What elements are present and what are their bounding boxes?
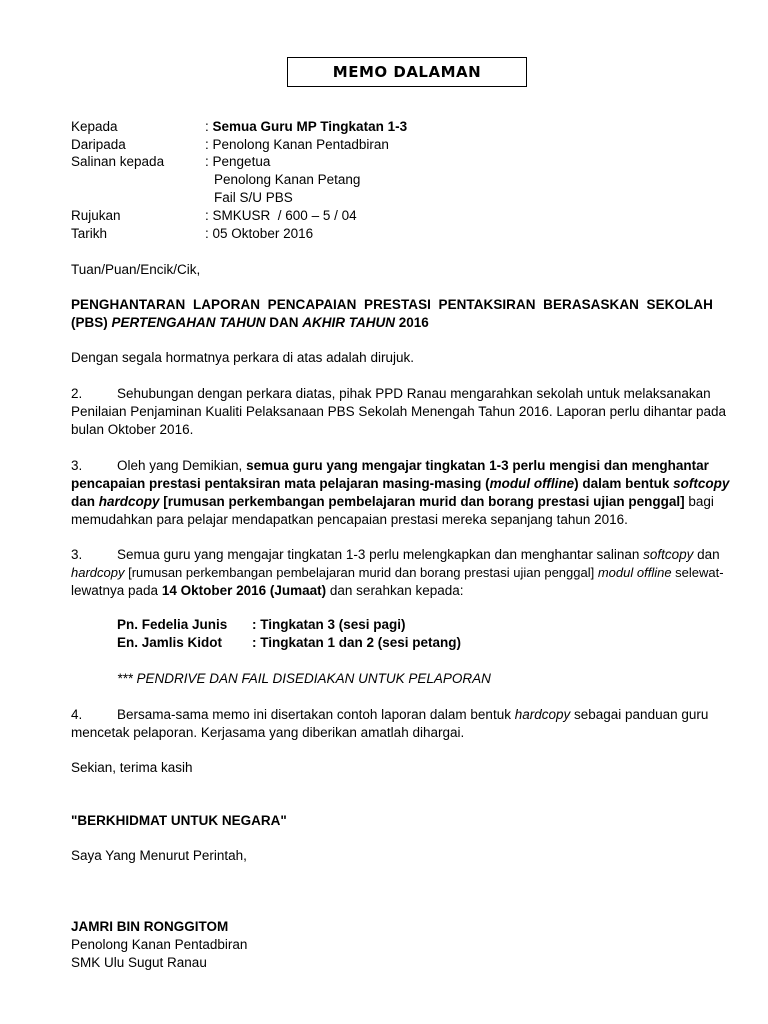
tarikh-value-wrap [205, 225, 313, 243]
colon: : [205, 119, 209, 134]
tarikh-value: 05 Oktober 2016 [212, 226, 314, 241]
para-2-num: 2. [71, 386, 83, 401]
daripada-value-wrap [205, 136, 389, 154]
contact-1-name: Pn. Fedelia Junis [117, 617, 228, 632]
salinan-value-2: Penolong Kanan Petang [214, 172, 361, 187]
para-3-l3a: dan [71, 494, 99, 509]
para-4-hardcopy: hardcopy [71, 565, 125, 580]
subject-line-1: PENGHANTARAN LAPORAN PENCAPAIAN PRESTASI PENTAKSIRAN BERASASKAN SEKOLAH [71, 297, 713, 312]
kepada-value-wrap [205, 118, 407, 136]
rujukan-value: SMKUSR / 600 – 5 / 04 [212, 208, 357, 223]
subject-and: DAN [265, 315, 303, 330]
para-3-hardcopy: hardcopy [98, 494, 160, 509]
colon: : [205, 208, 209, 223]
para-3-l3c: [rumusan perkembangan pembelajaran murid dan borang prestasi ujian penggal] [159, 494, 685, 509]
kepada-label: Kepada [71, 119, 118, 134]
memo-title: MEMO DALAMAN [287, 57, 527, 87]
para-3-modul-offline: modul offline [489, 476, 575, 491]
rujukan-label: Rujukan [71, 208, 121, 223]
para-3-l2a: pencapaian prestasi pentaksiran mata pelajaran masing-masing ( [71, 476, 490, 491]
para-5-line-1 [71, 706, 709, 724]
colon: : [205, 154, 209, 169]
salinan-value-wrap [205, 153, 270, 171]
salinan-value-3: Fail S/U PBS [214, 190, 293, 205]
daripada-value: Penolong Kanan Pentadbiran [212, 137, 389, 152]
para-5-num: 4. [71, 707, 83, 722]
para-2-line-3: bulan Oktober 2016. [71, 422, 194, 437]
contact-1-role: : Tingkatan 3 (sesi pagi) [252, 617, 406, 632]
para-2-text-1: Sehubungan dengan perkara diatas, pihak PPD Ranau mengarahkan sekolah untuk melaksanakan [117, 386, 711, 401]
para-2-line-1 [71, 385, 711, 403]
para-4-modul-offline: modul offline [597, 565, 672, 580]
para-3-softcopy: softcopy [673, 476, 730, 491]
subject-pbs: (PBS) [71, 315, 112, 330]
para-5-line-2: mencetak pelaporan. Kerjasama yang diberikan amatlah dihargai. [71, 725, 465, 740]
order-line: Saya Yang Menurut Perintah, [71, 848, 247, 863]
para-3-line-4: memudahkan para pelajar mendapatkan pencapaian prestasi mereka sepanjang tahun 2016. [71, 512, 628, 527]
para-3-intro: Oleh yang Demikian, [117, 458, 247, 473]
para-4-l1c: dan [693, 547, 720, 562]
para-3-line-1 [71, 457, 709, 475]
signatory-title: Penolong Kanan Pentadbiran [71, 937, 248, 952]
signatory-school: SMK Ulu Sugut Ranau [71, 955, 207, 970]
contact-2-role: : Tingkatan 1 dan 2 (sesi petang) [252, 635, 462, 650]
header-salinan [71, 153, 271, 171]
para-4-l2b: [rumusan perkembangan pembelajaran murid dan borang prestasi ujian penggal] [124, 565, 598, 580]
colon: : [205, 226, 209, 241]
para-4-line-2 [71, 564, 724, 582]
subject-end-year: AKHIR TAHUN [302, 315, 396, 330]
para-4-l3c: dan serahkan kepada: [326, 583, 464, 598]
pendrive-note: *** PENDRIVE DAN FAIL DISEDIAKAN UNTUK PELAPORAN [117, 671, 491, 686]
tarikh-label: Tarikh [71, 226, 108, 241]
para-4-num: 3. [71, 547, 83, 562]
para-2-line-2: Penilaian Penjaminan Kualiti Pelaksanaan PBS Sekolah Menengah Tahun 2016. Laporan perlu dihantar pada [71, 404, 726, 419]
salinan-value-1: Pengetua [212, 154, 271, 169]
para-4-line-1 [71, 546, 720, 564]
colon: : [205, 137, 209, 152]
para-4-deadline: 14 Oktober 2016 (Jumaat) [161, 583, 327, 598]
para-3-l3d: bagi [684, 494, 714, 509]
daripada-label: Daripada [71, 137, 126, 152]
header-daripada [71, 136, 389, 154]
closing: Sekian, terima kasih [71, 760, 193, 775]
subject-mid-year: PERTENGAHAN TAHUN [111, 315, 266, 330]
para-3-line-2 [71, 475, 730, 493]
header-tarikh [71, 225, 314, 243]
kepada-value: Semua Guru MP Tingkatan 1-3 [212, 119, 408, 134]
subject-line-2 [71, 314, 429, 332]
para-3-num: 3. [71, 458, 83, 473]
para-4-l1a: Semua guru yang mengajar tingkatan 1-3 perlu melengkapkan dan menghantar salinan [117, 547, 644, 562]
para-3-l2c: ) dalam bentuk [574, 476, 674, 491]
para-4-l2d: selewat- [671, 565, 724, 580]
para-3-line-3 [71, 493, 714, 511]
para-5-l1c: sebagai panduan guru [570, 707, 709, 722]
signatory-name: JAMRI BIN RONGGITOM [71, 919, 229, 934]
rujukan-value-wrap [205, 207, 357, 225]
salutation: Tuan/Puan/Encik/Cik, [71, 262, 201, 277]
para-5-l1a: Bersama-sama memo ini disertakan contoh laporan dalam bentuk [117, 707, 515, 722]
subject-year: 2016 [395, 315, 429, 330]
para-4-line-3 [71, 582, 464, 600]
para-4-softcopy: softcopy [643, 547, 694, 562]
para-4-l3a: lewatnya pada [71, 583, 162, 598]
para-3-bold-1: semua guru yang mengajar tingkatan 1-3 perlu mengisi dan menghantar [246, 458, 709, 473]
header-rujukan [71, 207, 357, 225]
motto: "BERKHIDMAT UNTUK NEGARA" [71, 813, 287, 828]
header-kepada [71, 118, 408, 136]
para-5-hardcopy: hardcopy [514, 707, 571, 722]
contact-2-name: En. Jamlis Kidot [117, 635, 223, 650]
salinan-label: Salinan kepada [71, 154, 165, 169]
para-1: Dengan segala hormatnya perkara di atas adalah dirujuk. [71, 350, 414, 365]
